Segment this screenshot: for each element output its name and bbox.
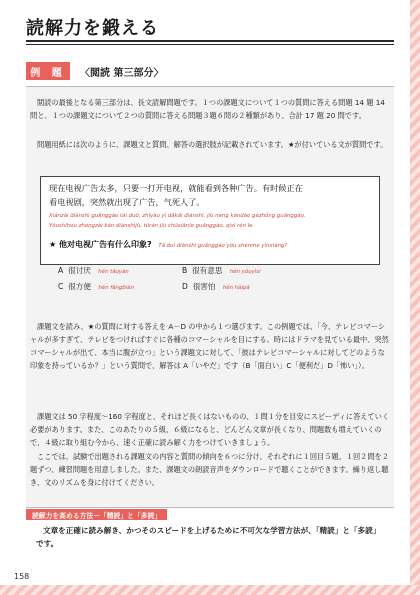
option-letter: D [182, 282, 188, 291]
title-divider-thin [26, 44, 394, 45]
option-pinyin: hěn hàipà [222, 285, 250, 291]
option-pinyin: hěn yǒuyìsi [229, 269, 261, 275]
option-text: 很有意思 [192, 266, 223, 275]
decorative-stripe-bottom [0, 585, 420, 595]
tip-heading: 読解力を高める方法－「精読」と「多読」 [26, 509, 167, 520]
timing-paragraph: 課題文は 50 字程度～160 字程度と、それほど長くはないものの、１問１分を目安にスピーディに答えていく必要があります。また、このあたりの５級、６級になると、どんどん文章が長くなり、問題数も増えていくので、４級に取り組む今から、速く正確に読み解く力をつけていきましょう。 [30, 412, 390, 447]
page-title: 読解力を鍛える [26, 18, 159, 39]
tip-text: 文章を正確に読み解き、かつそのスピードを上げるために不可欠な学習方法が、「精読」と「多読」です。 [36, 526, 381, 548]
passage-pinyin-1: Xiànzài diànshì guǎnggào tài duō, zhǐyào yì dǎkāi diànshì, jiù néng kàndào gèzhǒng guǎnggào. [49, 213, 306, 219]
practice-paragraph: ここでは、試験で出題される課題文の内容と質問の傾向を６つに分け、それぞれに１回目５題、１回２問を２題ずつ、練習問題を用意しました。また、課題文の朗読音声をダウンロードで聴くことができます。繰り返し聴き、文のリズムを身に付けてください。 [30, 452, 389, 487]
option-pinyin: hěn tǎoyàn [98, 269, 129, 275]
passage-line-2: 看电视剧，突然就出现了广告，气死人了。 [49, 197, 205, 207]
question-text: ★ 他对电视广告有什么印象? [49, 240, 152, 249]
option-text: 很害怕 [192, 282, 216, 291]
option-letter: C [58, 282, 64, 291]
intro-paragraph-1: 閲読の最後となる第三部分は、長文読解問題です。１つの課題文について１つの質問に答える問題 14 題 14 問と、１つの課題文について２つの質問に答える問題３題６問の２種類があり、合計 17 題 20 問です。 [30, 98, 385, 120]
answer-options [58, 265, 358, 305]
option-d [182, 281, 250, 292]
option-letter: A [58, 266, 64, 275]
example-badge: 例 題 [26, 62, 70, 80]
option-text: 很方便 [68, 282, 91, 291]
option-c [58, 281, 134, 292]
passage-pinyin-2: Yǒushíhou zhèngzài kàn diànshìjù, tūrán jiù chūxiànle guǎnggào, qìsǐ rén le. [49, 223, 255, 229]
option-b [182, 265, 261, 276]
explanation-paragraph: 課題文を読み、★の質問に対する答えを A－D の中から１つ選びます。この例題では、「今、テレビコマーシャルが多すぎて、テレビをつければすぐに各種のコマーシャルを目にする。時にはドラマを見ている最中、突然コマーシャルが出て、本当に腹が立つ」という課題文に対して、「彼はテレビコマーシャルに対してどのような印象を持っているか？」という質問で、解答は A「いやだ」です（B「面白い」C「便利だ」D「怖い」）。 [30, 322, 389, 370]
option-pinyin: hěn fāngbiàn [98, 285, 134, 291]
option-text: 很讨厌 [68, 266, 91, 275]
passage-line-1: 现在电视广告太多，只要一打开电视，就能看到各种广告。有时候正在 [49, 183, 303, 193]
question-pinyin: Tā duì diànshì guǎnggào yǒu shénme yìnxiàng? [158, 243, 288, 249]
decorative-stripe-right [410, 0, 420, 595]
page-number: 158 [14, 572, 30, 581]
intro-paragraph-2: 問題用紙には次のように、課題文と質問、解答の選択肢が記載されています。★が付いている文が質問です。 [37, 140, 388, 149]
question-box [40, 176, 380, 265]
option-letter: B [182, 266, 188, 275]
title-divider [26, 40, 394, 42]
example-header [26, 62, 394, 80]
example-section-label: 〈閲読 第三部分〉 [80, 68, 164, 79]
option-a [58, 265, 129, 276]
question-line [49, 239, 287, 250]
